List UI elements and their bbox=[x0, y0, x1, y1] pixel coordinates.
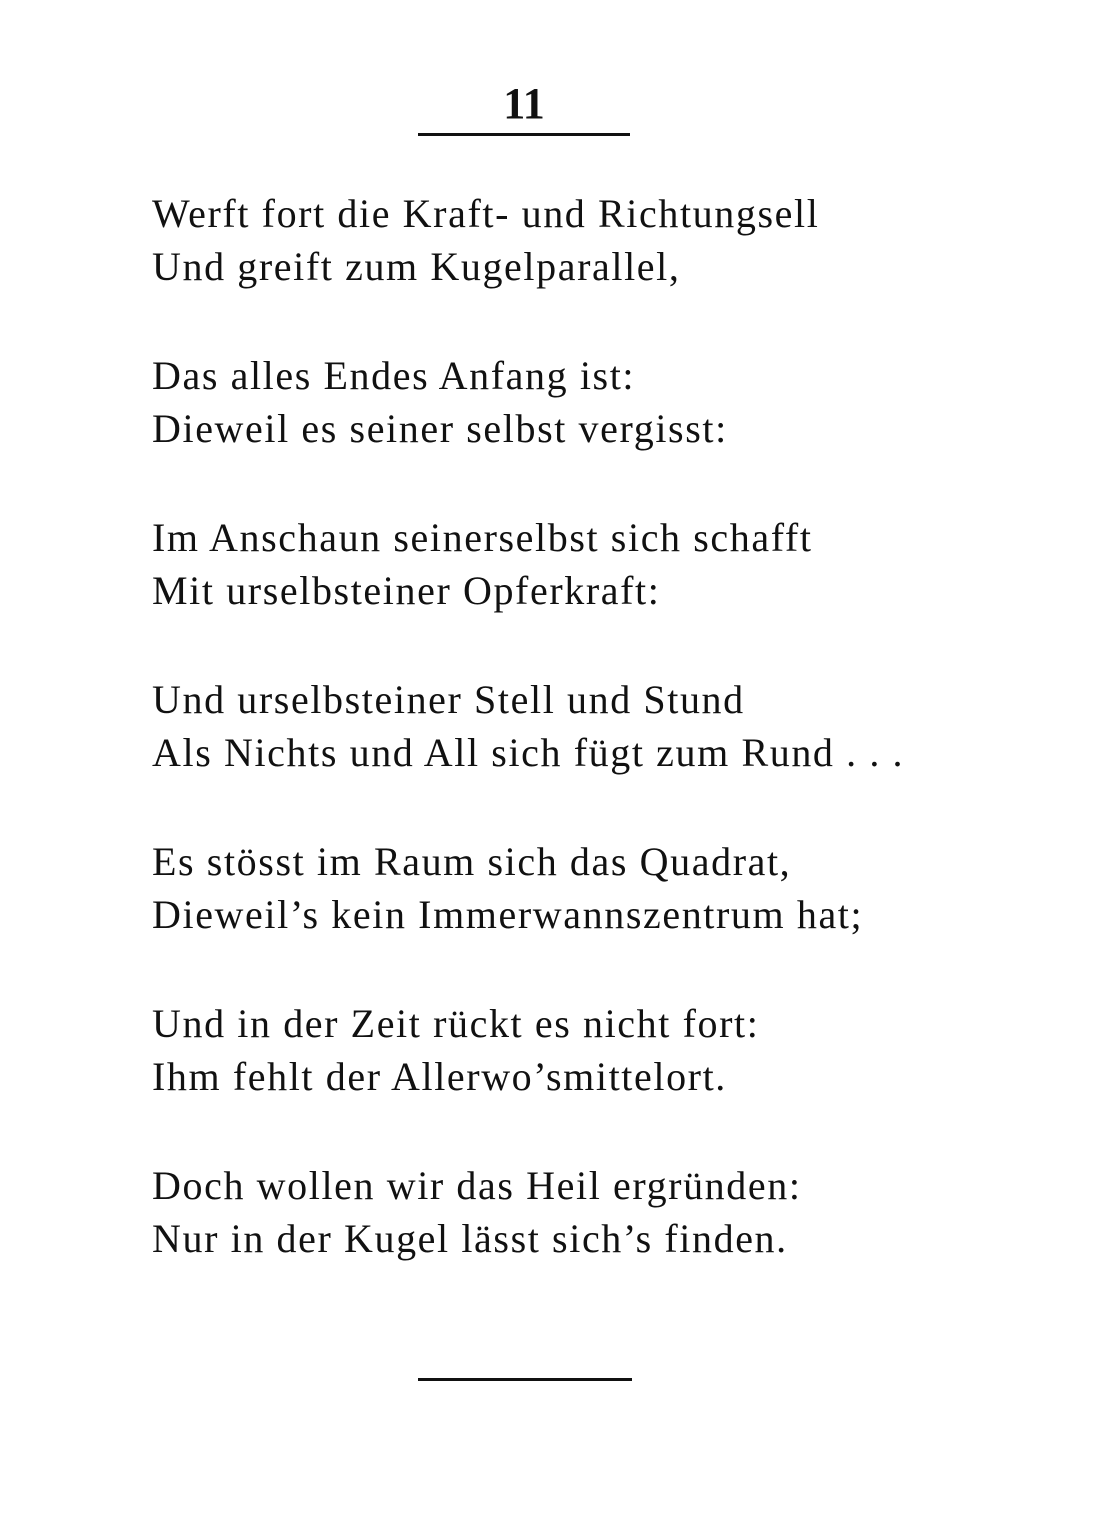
poem-line: Werft fort die Kraft- und Richtungsell bbox=[152, 191, 820, 236]
poem bbox=[152, 187, 1052, 1321]
poem-line: Als Nichts und All sich fügt zum Rund . . . bbox=[152, 730, 905, 775]
stanza bbox=[152, 997, 1052, 1159]
stanza bbox=[152, 511, 1052, 673]
poem-line: Und in der Zeit rückt es nicht fort: bbox=[152, 1001, 760, 1046]
stanza bbox=[152, 1159, 1052, 1321]
poem-line: Ihm fehlt der Allerwo’smittelort. bbox=[152, 1054, 727, 1099]
stanza bbox=[152, 349, 1052, 511]
top-rule bbox=[418, 133, 630, 136]
poem-line: Mit urselbsteiner Opferkraft: bbox=[152, 568, 661, 613]
stanza bbox=[152, 673, 1052, 835]
poem-line: Im Anschaun seinerselbst sich schafft bbox=[152, 515, 813, 560]
bottom-rule bbox=[418, 1378, 632, 1381]
poem-line: Doch wollen wir das Heil ergründen: bbox=[152, 1163, 802, 1208]
poem-line: Das alles Endes Anfang ist: bbox=[152, 353, 636, 398]
poem-line: Dieweil’s kein Immerwannszentrum hat; bbox=[152, 892, 864, 937]
poem-line: Und urselbsteiner Stell und Stund bbox=[152, 677, 745, 722]
poem-line: Nur in der Kugel lässt sich’s finden. bbox=[152, 1216, 788, 1261]
poem-line: Dieweil es seiner selbst vergisst: bbox=[152, 406, 728, 451]
poem-line: Und greift zum Kugelparallel, bbox=[152, 244, 681, 289]
stanza bbox=[152, 835, 1052, 997]
page-number: 11 bbox=[503, 79, 545, 128]
poem-line: Es stösst im Raum sich das Quadrat, bbox=[152, 839, 792, 884]
stanza bbox=[152, 187, 1052, 349]
